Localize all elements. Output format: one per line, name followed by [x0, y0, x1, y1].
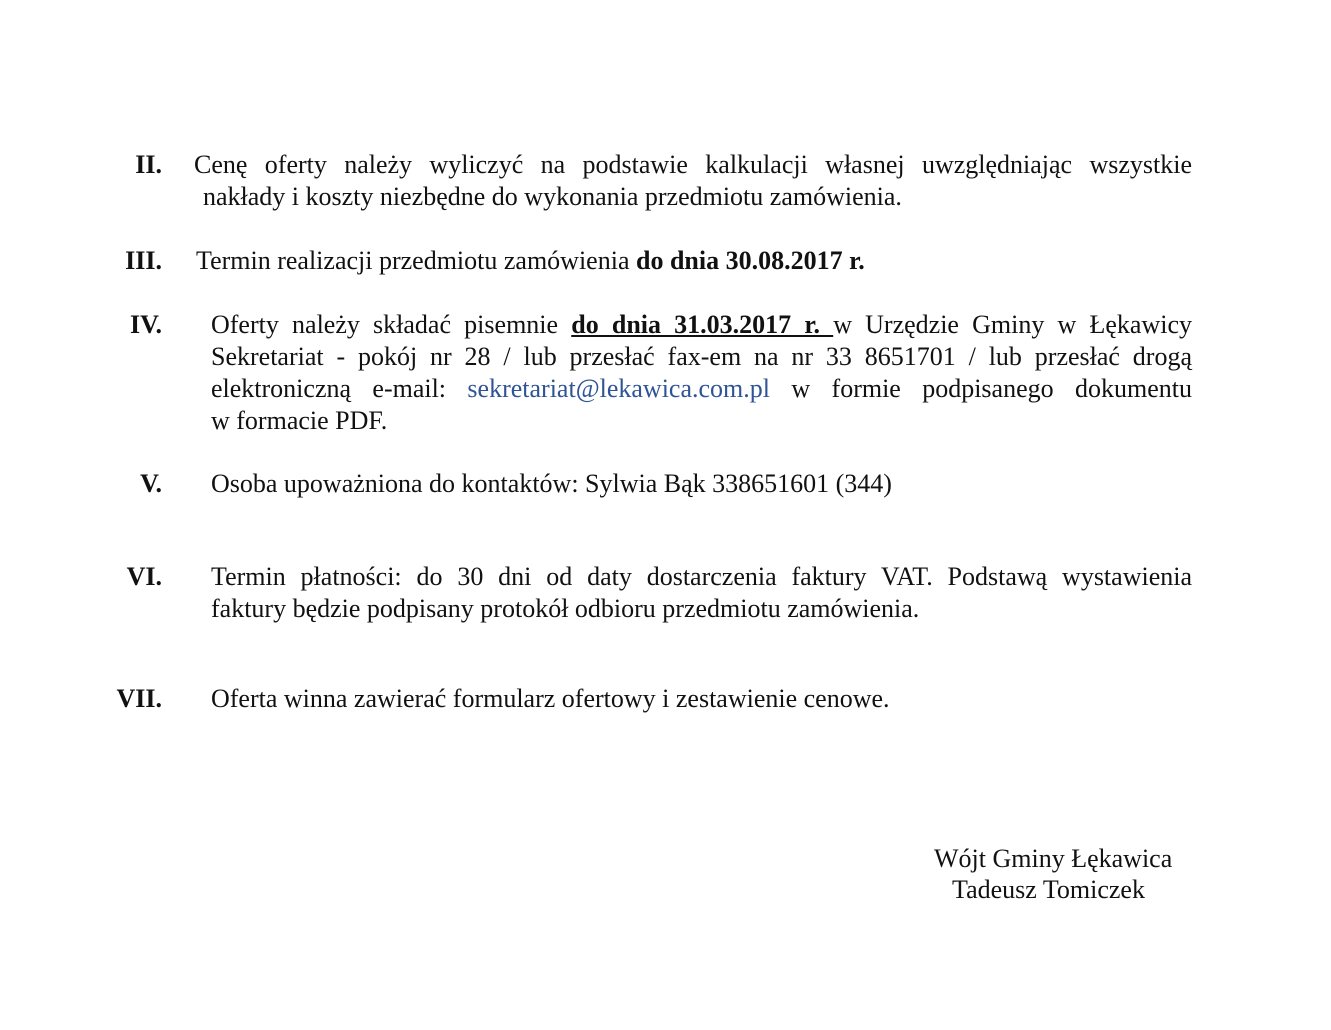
section-number: III.: [125, 246, 162, 275]
text-line: nakłady i koszty niezbędne do wykonania przedmiotu zamówienia.: [203, 182, 902, 211]
section-iv-text: [211, 309, 1192, 437]
text-line: Cenę oferty należy wyliczyć na podstawie kalkulacji własnej uwzględniając wszystkie: [194, 150, 1192, 179]
section-vii-text: [211, 683, 1192, 715]
text-line: w formacie PDF.: [211, 406, 388, 435]
email-link[interactable]: sekretariat@lekawica.com.pl: [467, 374, 771, 403]
signature-name: Tadeusz Tomiczek: [952, 875, 1145, 904]
section-number: IV.: [129, 310, 162, 339]
text-line: [211, 373, 1192, 405]
text-line: Oferta winna zawierać formularz ofertowy i zestawienie cenowe.: [211, 684, 890, 713]
signature-title: Wójt Gminy Łękawica: [934, 844, 1173, 873]
section-ii-text: [194, 149, 1192, 213]
section-number: VII.: [116, 684, 162, 713]
section-iii-text: [196, 245, 1192, 277]
deadline-date: do dnia 30.08.2017 r.: [635, 246, 865, 275]
section-number: II.: [135, 150, 162, 179]
section-v-text: [211, 468, 1192, 500]
section-vi-text: [211, 561, 1192, 625]
email-rest: w formie podpisanego dokumentu: [770, 374, 1192, 403]
text-line: [196, 245, 1192, 277]
offer-place: w Urzędzie Gminy w Łękawicy: [833, 310, 1192, 339]
text-line: [211, 309, 1192, 341]
deadline-text: Termin realizacji przedmiotu zamówienia: [196, 246, 636, 275]
offer-deadline: do dnia 31.03.2017 r.: [571, 310, 834, 339]
section-number: V.: [140, 469, 162, 498]
text-line: Termin płatności: do 30 dni od daty dostarczenia faktury VAT. Podstawą wystawienia: [211, 562, 1192, 591]
text-line: Sekretariat - pokój nr 28 / lub przesłać fax-em na nr 33 8651701 / lub przesłać drogą: [211, 342, 1192, 371]
section-number: VI.: [126, 562, 162, 591]
offer-text: Oferty należy składać pisemnie: [211, 310, 572, 339]
text-line: Osoba upoważniona do kontaktów: Sylwia Bąk 338651601 (344): [211, 469, 892, 498]
text-line: faktury będzie podpisany protokół odbioru przedmiotu zamówienia.: [211, 594, 920, 623]
email-label: elektroniczną e-mail:: [211, 374, 468, 403]
